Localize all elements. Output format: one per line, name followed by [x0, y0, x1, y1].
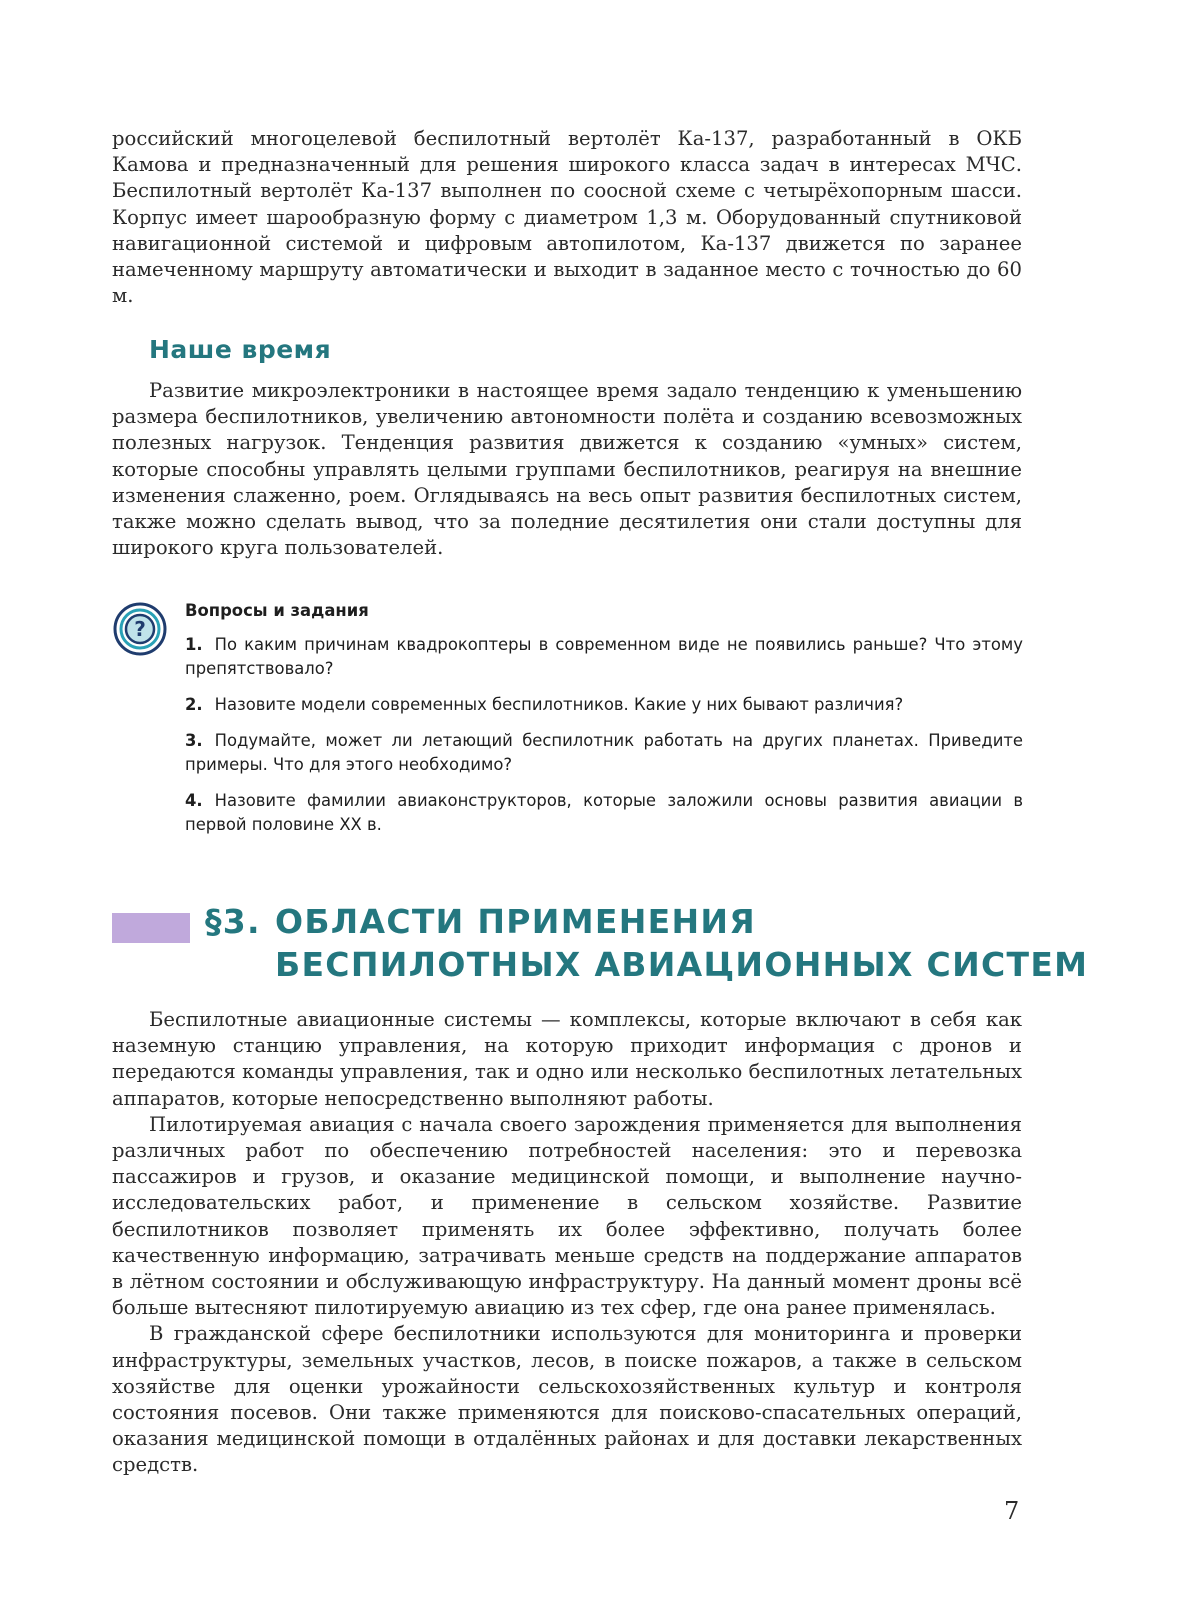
- question-number: 4.: [185, 791, 203, 810]
- questions-list: [185, 633, 1023, 837]
- question-text: По каким причинам квадрокоптеры в современном виде не появились раньше? Что этому препятствовало?: [185, 635, 1023, 678]
- section3-text: [112, 1007, 1022, 1479]
- section-heading: [205, 900, 1088, 986]
- section3-paragraph: Беспилотные авиационные системы — комплексы, которые включают в себя как наземную станцию управления, на которую приходит информация с дронов и передаются команды управления, так и одно или несколько беспилотных летательных аппаратов, которые непосредственно выполняют работы.: [112, 1008, 1022, 1110]
- section3-paragraph: Пилотируемая авиация с начала своего зарождения применяется для выполнения различных работ по обеспечению потребностей населения: это и перевозка пассажиров и грузов, и оказание медицинской помощи, и выполнение научно-исследовательских работ, и применение в сельском хозяйстве. Развитие беспилотников позволяет применять их более эффективно, получать более качественную информацию, затрачивать меньше средств на поддержание аппаратов в лётном состоянии и обслуживающую инфраструктуру. На данный момент дроны всё больше вытесняют пилотируемую авиацию из тех сфер, где она ранее применялась.: [112, 1112, 1022, 1320]
- question-number: 1.: [185, 635, 203, 654]
- question-number: 3.: [185, 731, 203, 750]
- section-title-line1: ОБЛАСТИ ПРИМЕНЕНИЯ: [275, 902, 757, 941]
- question-item: [185, 729, 1023, 777]
- question-item: [185, 633, 1023, 681]
- era-heading: Наше время: [149, 335, 332, 364]
- intro-paragraph: российский многоцелевой беспилотный вертолёт Ка-137, разработанный в ОКБ Камова и предназначенный для решения широкого класса задач в интересах МЧС. Беспилотный вертолёт Ка-137 выполнен по соосной схеме с четырёхопорным шасси. Корпус имеет шарообразную форму с диаметром 1,3 м. Оборудованный спутниковой навигационной системой и цифровым автопилотом, Ка-137 движется по заранее намеченному маршруту автоматически и выходит в заданное место с точностью до 60 м.: [112, 127, 1022, 308]
- era-paragraph: Развитие микроэлектроники в настоящее время задало тенденцию к уменьшению размера беспилотников, увеличению автономности полёта и созданию всевозможных полезных нагрузок. Тенденция развития движется к созданию «умных» систем, которые способны управлять целыми группами беспилотников, реагируя на внешние изменения слаженно, роем. Оглядываясь на весь опыт развития беспилотных систем, также можно сделать вывод, что за поледние десятилетия они стали доступны для широкого круга пользователей.: [112, 379, 1022, 560]
- intro-text: [112, 126, 1022, 309]
- question-mark-icon: [112, 601, 168, 657]
- section-accent-bar: [112, 913, 190, 943]
- svg-text:?: ?: [134, 617, 146, 641]
- question-text: Подумайте, может ли летающий беспилотник работать на других планетах. Приведите примеры. Что для этого необходимо?: [185, 731, 1023, 774]
- section3-paragraph: В гражданской сфере беспилотники используются для мониторинга и проверки инфраструктуры, земельных участков, лесов, в поиске пожаров, а также в сельском хозяйстве для оценки урожайности сельскохозяйственных культур и контроля состояния посевов. Они также применяются для поисково-спасательных операций, оказания медицинской помощи в отдалённых районах и для доставки лекарственных средств.: [112, 1322, 1022, 1477]
- page-number: 7: [1004, 1497, 1020, 1525]
- era-text: [112, 378, 1022, 561]
- questions-title: Вопросы и задания: [185, 601, 369, 620]
- questions-block: [185, 599, 1023, 849]
- question-number: 2.: [185, 695, 203, 714]
- question-text: Назовите модели современных беспилотников. Какие у них бывают различия?: [214, 695, 904, 714]
- question-item: [185, 789, 1023, 837]
- question-text: Назовите фамилии авиаконструкторов, которые заложили основы развития авиации в первой половине XX в.: [185, 791, 1023, 834]
- section-number: §3.: [205, 902, 261, 941]
- section-title-line2: БЕСПИЛОТНЫХ АВИАЦИОННЫХ СИСТЕМ: [275, 945, 1089, 984]
- question-item: [185, 693, 1023, 717]
